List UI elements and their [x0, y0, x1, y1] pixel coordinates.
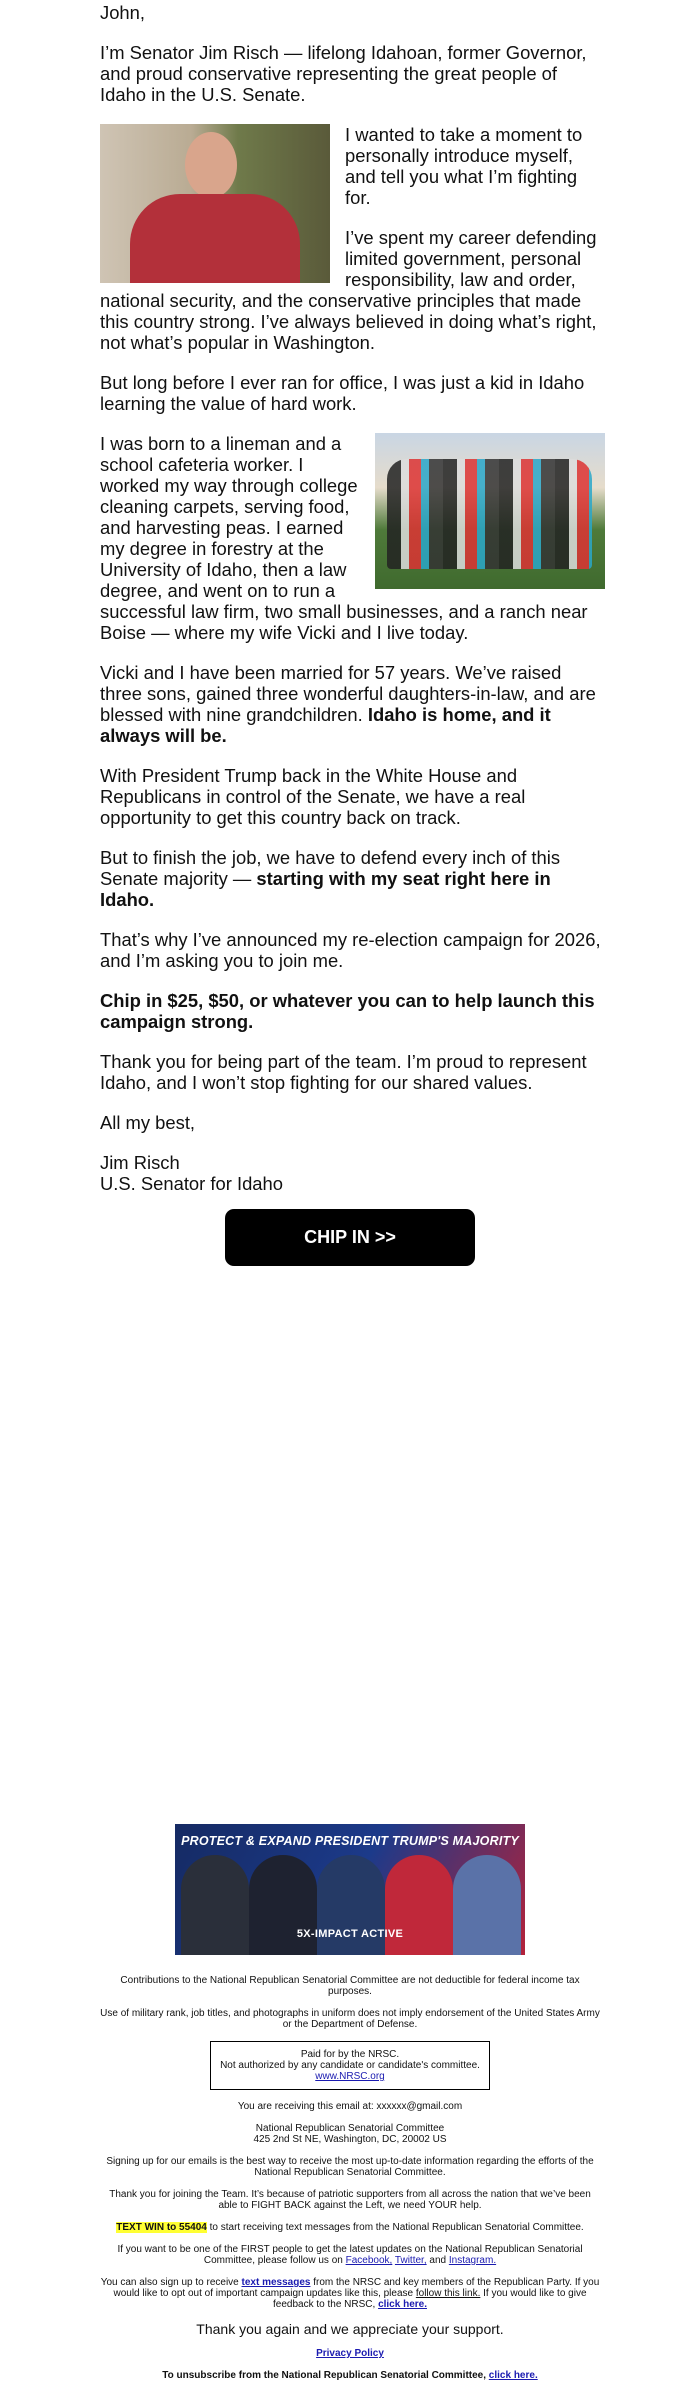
career-paragraph: I’ve spent my career defending limited government, personal responsibility, law and order, national security, and the conservative principles that made this country strong. I’ve always believed in doing what’s right, not what’s popular in Washington.	[100, 227, 597, 353]
unsubscribe-paragraph	[100, 2370, 600, 2381]
twitter-link[interactable]: Twitter,	[394, 2255, 427, 2266]
intro-paragraph: I’m Senator Jim Risch — lifelong Idahoan, former Governor, and proud conservative representing the great people of Idaho in the U.S. Senate.	[100, 42, 587, 105]
signing-up-text: Signing up for our emails is the best way to receive the most up-to-date information regarding the efforts of the National Republican Senatorial Committee.	[106, 2156, 594, 2178]
address-block	[100, 2123, 600, 2145]
family-bold-text: Idaho is home, and it always will be.	[100, 704, 551, 746]
also-text: You can also sign up to receive	[100, 2277, 242, 2288]
family-photo	[375, 433, 605, 589]
family-paragraph	[100, 662, 605, 746]
email-body	[100, 2, 605, 1213]
thanks-again: Thank you again and we appreciate your support.	[196, 2321, 504, 2337]
org-name: National Republican Senatorial Committee	[255, 2123, 445, 2134]
text-win-highlight: TEXT WIN to 55404	[116, 2222, 207, 2233]
thanks-paragraph: Thank you for being part of the team. I’m proud to represent Idaho, and I won’t stop fighting for our shared values.	[100, 1051, 587, 1093]
signature	[100, 1152, 605, 1194]
born-paragraph: I was born to a lineman and a school cafeteria worker. I worked my way through college cleaning carpets, serving food, and harvesting peas. I earned my degree in forestry at the University of Idaho, then a law degree, and went on to run a successful law firm, two small businesses, and a ranch near Boise — where my wife Vicki and I live today.	[100, 433, 588, 643]
text-win-rest: to start receiving text messages from the National Republican Senatorial Committee.	[206, 2222, 584, 2233]
facebook-link[interactable]: Facebook,	[345, 2255, 393, 2266]
follow-text: If you want to be one of the FIRST people to get the latest updates on the National Republican Senatorial Committee, please follow us on	[117, 2244, 583, 2266]
nrsc-website-link[interactable]: www.NRSC.org	[315, 2071, 385, 2082]
introduce-paragraph: I wanted to take a moment to personally introduce myself, and tell you what I’m fighting for.	[345, 124, 583, 208]
military-disclaimer: Use of military rank, job titles, and photographs in uniform does not imply endorsement of the United States Army or the Department of Defense.	[100, 2008, 600, 2030]
kid-paragraph: But long before I ever ran for office, I was just a kid in Idaho learning the value of hard work.	[100, 372, 585, 414]
unsubscribe-text: To unsubscribe from the National Republican Senatorial Committee,	[162, 2370, 489, 2381]
opt-out-text: from the NRSC and key members of the Republican Party. If you would like to opt out of important campaign updates like this, please	[113, 2277, 600, 2299]
text-messages-link[interactable]: text messages	[241, 2277, 311, 2288]
banner-title: PROTECT & EXPAND PRESIDENT TRUMP'S MAJORITY	[181, 1834, 519, 1848]
follow-this-link[interactable]: follow this link.	[415, 2288, 481, 2299]
receiving-email-text: You are receiving this email at: xxxxxx@gmail.com	[237, 2101, 463, 2112]
tax-disclaimer: Contributions to the National Republican Senatorial Committee are not deductible for federal income tax purposes.	[120, 1975, 580, 1997]
privacy-policy-link[interactable]: Privacy Policy	[316, 2348, 384, 2359]
org-address: 425 2nd St NE, Washington, DC, 20002 US	[253, 2134, 447, 2145]
majority-banner[interactable]	[175, 1824, 525, 1955]
greeting: John,	[100, 2, 145, 23]
feedback-link[interactable]: click here.	[378, 2299, 427, 2310]
paid-for-text: Paid for by the NRSC.	[300, 2049, 400, 2060]
text-win-paragraph	[100, 2222, 600, 2233]
chip-in-bold-text: Chip in $25, $50, or whatever you can to help launch this campaign strong.	[100, 990, 595, 1032]
chip-in-button[interactable]: CHIP IN >>	[225, 1209, 475, 1266]
signature-title: U.S. Senator for Idaho	[100, 1173, 283, 1194]
follow-paragraph	[100, 2244, 600, 2266]
and-text: and	[426, 2255, 449, 2266]
instagram-link[interactable]: Instagram.	[448, 2255, 497, 2266]
signature-name: Jim Risch	[100, 1152, 180, 1173]
chip-in-paragraph	[100, 990, 605, 1032]
finish-text: But to finish the job, we have to defend every inch of this Senate majority —	[100, 847, 561, 889]
not-authorized-text: Not authorized by any candidate or candidate's committee.	[220, 2060, 480, 2071]
family-text: Vicki and I have been married for 57 years. We’ve raised three sons, gained three wonderful daughters-in-law, and are blessed with nine grandchildren.	[100, 662, 596, 725]
opt-out-paragraph	[100, 2277, 600, 2310]
finish-paragraph	[100, 847, 605, 910]
feedback-text: If you would like to give feedback to the NRSC,	[273, 2288, 587, 2310]
unsubscribe-link[interactable]: click here.	[488, 2370, 538, 2381]
footer	[100, 1975, 600, 2392]
reelection-paragraph: That’s why I’ve announced my re-election campaign for 2026, and I’m asking you to join me.	[100, 929, 601, 971]
signoff: All my best,	[100, 1112, 196, 1133]
banner-subtitle: 5X-IMPACT ACTIVE	[296, 1928, 404, 1940]
finish-bold-text: starting with my seat right here in Idaho.	[100, 868, 551, 910]
trump-paragraph: With President Trump back in the White House and Republicans in control of the Senate, we have a real opportunity to get this country back on track.	[100, 765, 526, 828]
paid-for-box	[210, 2041, 490, 2090]
thank-team-text: Thank you for joining the Team. It’s because of patriotic supporters from all across the nation that we’ve been able to FIGHT BACK against the Left, we need YOUR help.	[109, 2189, 591, 2211]
senator-photo	[100, 124, 330, 283]
